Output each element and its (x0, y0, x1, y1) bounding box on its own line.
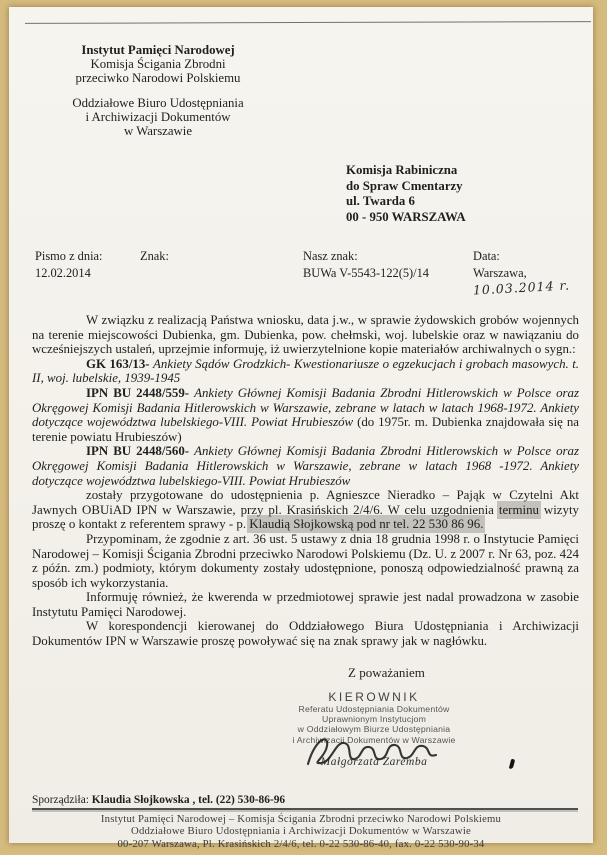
sender-office-line: Oddziałowe Biuro Udostępniania (72, 95, 244, 110)
paragraph-sygn-gk (32, 357, 579, 386)
text-run: Ankiety Głównej Komisji Badania Zbrodni Hitlerowskich w Polsce oraz Okręgowej Komisji Badania Hitlerowskich w Warszawie, zebrane w latach 1968 -1972. Ankiety dotyczące województwa lubelskiego-VIII. Powiat Hrubieszów (32, 444, 579, 488)
highlighted-contact: Klaudią Słojkowską pod nr tel. 22 530 86 96. (249, 517, 484, 532)
text-run: Ankiety Sądów Grodzkich- Kwestionariusze o egzekucjach i grobach masowych. t. II, woj. lubelskie, 1939-1945 (32, 356, 579, 386)
reference-label: Pismo z dnia: (35, 249, 103, 263)
paragraph-sygn-559 (32, 386, 579, 444)
reference-date (473, 248, 593, 298)
reference-label: Znak: (140, 249, 169, 263)
reference-our-ref (303, 248, 429, 281)
closing-salutation: Z poważaniem (348, 665, 425, 680)
prepared-by-line (32, 794, 285, 806)
text-run: Ankiety Głównej Komisji Badania Zbrodni Hitlerowskich w Polsce oraz Okręgowej Komisji Badania Hitlerowskich w Warszawie, zebrane w latach w latach 1968-1972. Ankiety dotyczące województwa lubelskiego-VIII. Powiat Hrubieszów (32, 385, 579, 430)
reference-value (473, 265, 593, 298)
text-run: zostały przygotowane do udostępnienia p. Agnieszce Nieradko – Pająk w Czytelni Akt Jawnych OBUiAD IPN w Warszawie, przy pl. Krasińskich 2/4/6. W celu uzgodnienia (32, 488, 579, 517)
paragraph-intro (32, 313, 579, 357)
text-run: W związku z realizacją Państwa wniosku, data j.w., w sprawie żydowskich grobów wojennych na terenie miejscowości Dubienka, gm. Dubienka, pow. chełmski, woj. lubelskie oraz w nawiązaniu do wcześniejszych ustaleń, uprzejmie informuję, iż uwierzytelnione kopie materiałów archiwalnych o sygn.: (32, 313, 579, 357)
reference-value: BUWa V-5543-122(5)/14 (303, 265, 429, 280)
scan-artifact-line (25, 21, 591, 24)
text-run: (do 1975r. m. Dubienka znajdowała się na terenie powiatu Hrubieszów) (32, 415, 579, 444)
reference-znak (140, 248, 169, 265)
handwritten-signature (302, 731, 447, 773)
text-run: Przypominam, że zgodnie z art. 36 ust. 5 ustawy z dnia 18 grudnia 1998 r. o Instytucie Pamięci Narodowej – Komisji Ścigania Zbrodni przeciwko Narodowi Polskiemu (Dz. U. z 2007 r. Nr 63, poz. 424 z późn. zm.) podmioty, którym dokumenty zostały udostępnione, ponoszą odpowiedzialność prawną za sposób ich wykorzystania. (32, 531, 579, 590)
text-run: wizyty proszę o kontakt z referentem sprawy - p. (32, 502, 580, 532)
paragraph-legal (32, 532, 579, 590)
recipient-line: ul. Twarda 6 (346, 194, 415, 209)
sender-office-line: i Archiwizacji Dokumentów (85, 109, 231, 124)
stamp-line: w Oddziałowym Biurze Udostępniania (297, 724, 451, 735)
sender-office-line: w Warszawie (123, 124, 193, 139)
footer-line: Instytut Pamięci Narodowej – Komisja Ścigania Zbrodni przeciwko Narodowi Polskiemu (100, 813, 502, 825)
signature-number: IPN BU 2448/559- (86, 385, 195, 400)
reference-label: Nasz znak: (303, 249, 358, 263)
text-run: Informuję również, że kwerenda w przedmiotowej sprawie jest nadal prowadzona w zasobie Instytutu Pamięci Narodowej. (32, 590, 579, 619)
sender-org-line: Komisja Ścigania Zbrodni (90, 57, 226, 72)
letterhead-footer (9, 813, 593, 850)
recipient-line: do Spraw Cmentarzy (346, 178, 463, 193)
sender-org-line: Instytut Pamięci Narodowej (81, 43, 235, 57)
footer-line: Oddziałowe Biuro Udostępniania i Archiwizacji Dokumentów w Warszawie (131, 825, 471, 838)
ink-blot (509, 759, 515, 770)
highlighted-text: terminu (498, 502, 539, 517)
reference-value: 12.02.2014 (35, 265, 91, 280)
paragraph-sygn-560 (32, 444, 579, 488)
document-page (9, 7, 593, 850)
handwritten-date: 10.03.2014 r. (472, 277, 571, 298)
paragraph-query (32, 590, 579, 619)
paragraph-correspondence (32, 619, 579, 648)
recipient-block (346, 163, 466, 225)
text-run: W korespondencji kierowanej do Oddziałowego Biura Udostępniania i Archiwizacji Dokumentów IPN w Warszawie proszę powoływać się na znak sprawy jak w nagłówku. (32, 619, 579, 649)
sender-block (44, 43, 272, 138)
stamp-title: KIEROWNIK (328, 690, 420, 704)
sender-org-line: przeciwko Narodowi Polskiemu (75, 71, 241, 86)
recipient-line: Komisja Rabiniczna (346, 163, 458, 177)
footer-line: 00-207 Warszawa, Pl. Krasińskich 2/4/6, tel. 0-22 530-86-40, fax. 0-22 530-90-34 (117, 837, 485, 850)
stamp-line: Referatu Udostępniania Dokumentów (298, 704, 450, 714)
sender-block-gap (44, 86, 272, 96)
prepared-label: Sporządziła: (32, 794, 89, 806)
footer-divider-line (32, 808, 578, 810)
signature-number: GK 163/13- (86, 356, 154, 371)
recipient-line: 00 - 950 WARSZAWA (346, 209, 466, 224)
date-city: Warszawa, (473, 265, 527, 280)
reference-letter-date (35, 248, 102, 281)
letter-body (32, 313, 579, 649)
paragraph-access (32, 488, 579, 532)
stamp-line: Uprawnionym Instytucjom (321, 714, 427, 725)
reference-label: Data: (473, 249, 500, 263)
signature-number: IPN BU 2448/560- (86, 444, 195, 459)
stamp-line: i Archiwizacji Dokumentów w Warszawie (292, 734, 456, 745)
signatory-name: Małgorzata Zaremba (320, 755, 428, 768)
prepared-value: Klaudia Słojkowska , tel. (22) 530-86-96 (91, 794, 286, 806)
official-stamp (244, 691, 504, 768)
